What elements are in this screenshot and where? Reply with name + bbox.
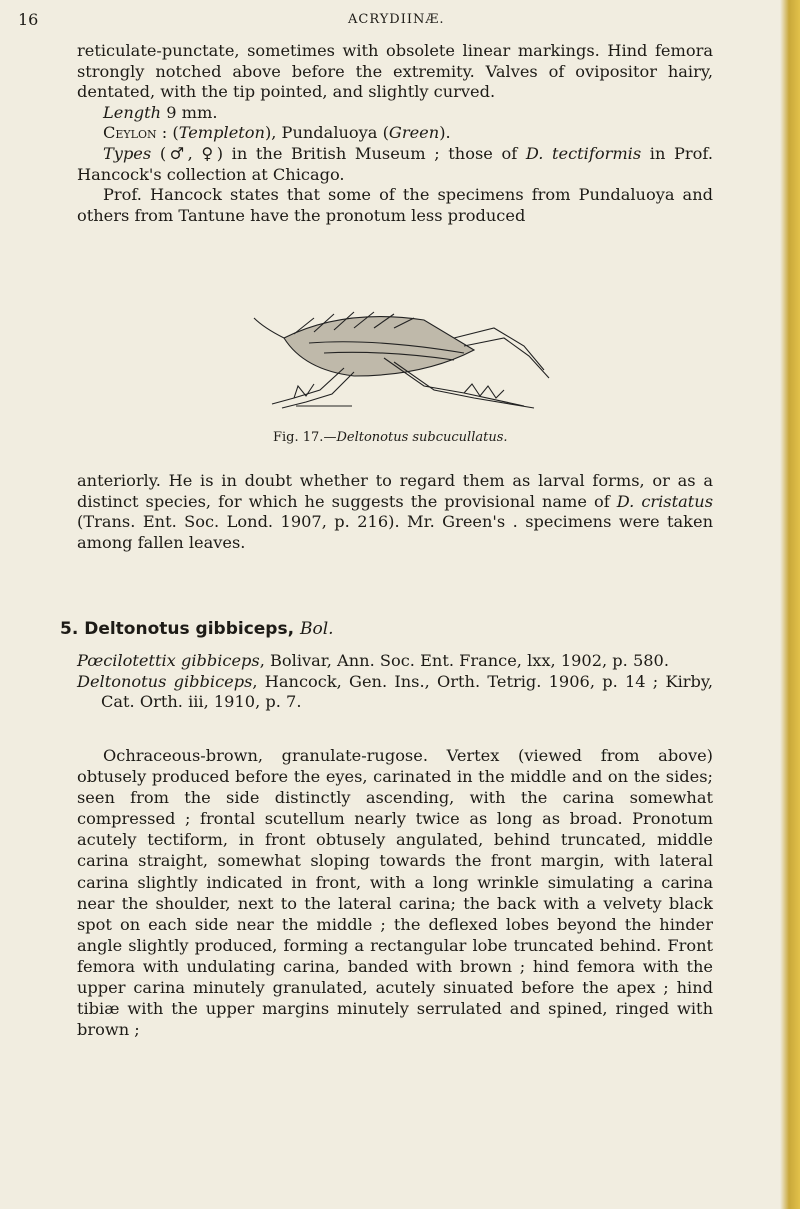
- figure-caption-prefix: Fig. 17.—: [273, 430, 337, 445]
- locality-collector-2: Green: [388, 123, 440, 143]
- synonymy-entry-2: [77, 672, 713, 713]
- page-header: [18, 10, 754, 30]
- length-value: 9 mm.: [166, 102, 218, 122]
- locality-rest: ), Pundaluoya (: [264, 123, 389, 143]
- figure-caption: [273, 430, 508, 445]
- description-text: [77, 745, 713, 1040]
- page-number: 16: [18, 10, 39, 29]
- length-line: [77, 103, 713, 124]
- grasshopper-illustration: [224, 298, 564, 410]
- figure-caption-species: Deltonotus subcucullatus.: [336, 430, 508, 445]
- types-rest: in Prof. Hancock's collection at Chicago.: [77, 143, 713, 184]
- types-line: [77, 144, 713, 185]
- paragraph-ovipositor: reticulate-punctate, sometimes with obsolete linear markings. Hind femora strongly notched above before the extremity. Valves of ovipositor hairy, dentated, with the tip pointed, and slightly curved.: [77, 41, 713, 102]
- section-heading-author: Bol.: [299, 619, 334, 639]
- synonymy-entry-1: [77, 651, 713, 672]
- section-heading-name: 5. Deltonotus gibbiceps,: [60, 619, 300, 639]
- synonymy-name-2: Deltonotus gibbiceps: [77, 671, 253, 691]
- paragraph-anteriorly: [77, 471, 713, 553]
- middle-paragraph-species: D. cristatus: [616, 491, 713, 511]
- synonymy-name-1: Pœcilotettix gibbiceps: [77, 651, 260, 670]
- middle-text: [77, 471, 713, 553]
- locality-end: ).: [439, 123, 451, 143]
- top-text: [77, 41, 713, 226]
- locality-sep: : (: [156, 123, 179, 143]
- length-label: Length: [103, 102, 162, 122]
- types-label: Types: [103, 143, 152, 163]
- synonymy-citation-1: , Bolivar, Ann. Soc. Ent. France, lxx, 1902, p. 580.: [259, 651, 670, 670]
- synonymy: [77, 651, 713, 713]
- page-edge: [780, 0, 800, 1209]
- locality-line: [77, 123, 713, 144]
- locality-collector: Templeton: [178, 123, 265, 143]
- locality-label: Ceylon: [103, 123, 157, 143]
- types-text: (♂, ♀) in the British Museum ; those of: [151, 143, 526, 163]
- paragraph-hancock: Prof. Hancock states that some of the specimens from Pundaluoya and others from Tantune have the pronotum less produced: [77, 185, 713, 225]
- synonymy-citation-2: , Hancock, Gen. Ins., Orth. Tetrig. 1906, p. 14 ; Kirby, Cat. Orth. iii, 1910, p. 7.: [101, 671, 713, 712]
- middle-paragraph-start: anteriorly. He is in doubt whether to regard them as larval forms, or as a distinct species, for which he suggests the provisional name of: [77, 471, 713, 511]
- description-paragraph: Ochraceous-brown, granulate-rugose. Vertex (viewed from above) obtusely produced before the eyes, carinated in the middle and on the sides; seen from the side distinctly ascending, with the carina somewhat compressed ; frontal scutellum nearly twice as long as broad. Pronotum acutely tectiform, in front obtusely angulated, behind truncated, middle carina straight, somewhat sloping towards the front margin, with lateral carina slightly indicated in front, with a long wrinkle simulating a carina near the shoulder, next to the lateral carina; the back with a velvety black spot on each side near the middle ; the deflexed lobes beyond the hinder angle slightly produced, forming a rectangular lobe truncated behind. Front femora with undulating carina, banded with brown ; hind femora with the upper carina minutely granulated, acutely sinuated before the apex ; hind tibiæ with the upper margins minutely serrulated and spined, ringed with brown ;: [77, 746, 713, 1040]
- types-species: D. tectiformis: [525, 143, 642, 163]
- section-heading: [60, 619, 334, 639]
- running-head: ACRYDIINÆ.: [348, 12, 445, 27]
- middle-paragraph-rest: (Trans. Ent. Soc. Lond. 1907, p. 216). Mr. Green's . specimens were taken among fallen leaves.: [77, 512, 713, 552]
